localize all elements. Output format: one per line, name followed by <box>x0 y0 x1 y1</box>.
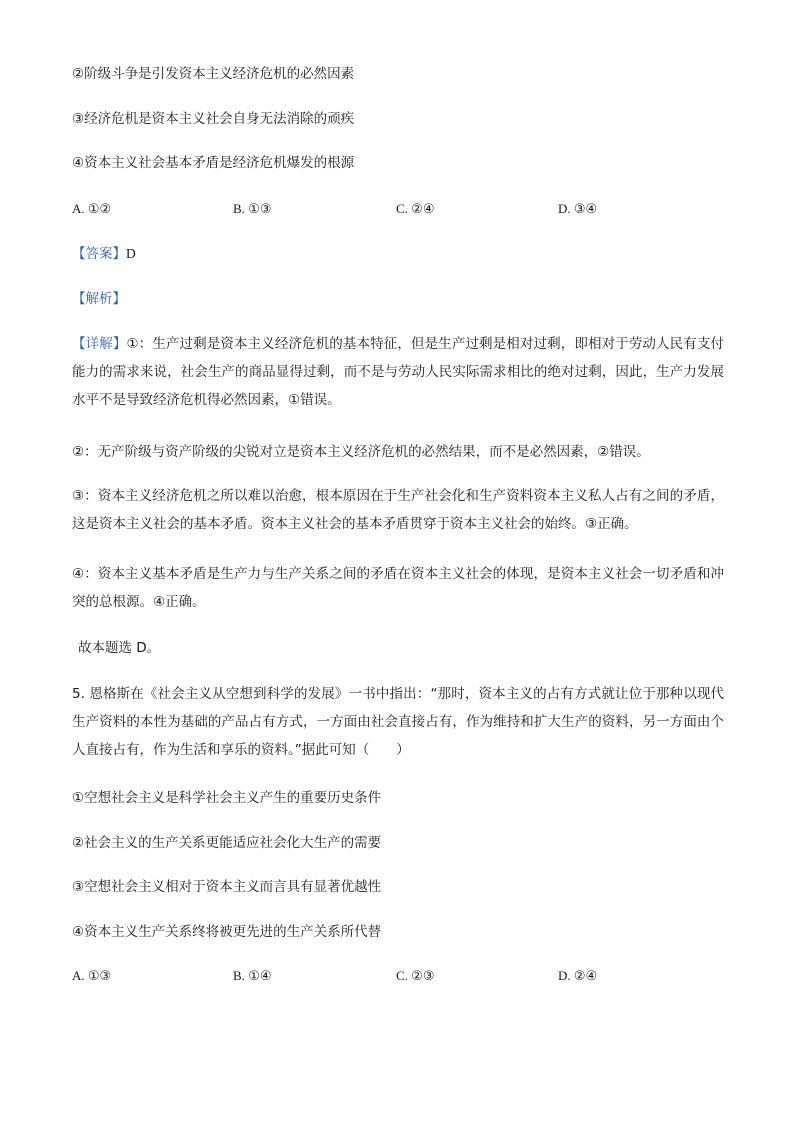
q5-choice-a: A. ①③ <box>72 968 112 983</box>
q4-choice-d: D. ③④ <box>558 201 598 216</box>
detail-tag: 【详解】 <box>72 336 127 352</box>
q5-stem: 5. 恩格斯在《社会主义从空想到科学的发展》一书中指出：“那时，资本主义的占有方式就让位于那种以现代生产资料的本性为基础的产品占有方式，一方面由社会直接占有，作为维持和扩大生产的资料，另一方面由个人直接占有，作为生活和享乐的资料。”据此可知（ ） <box>72 686 724 758</box>
answer-value: D <box>126 246 136 261</box>
q4-detail-4: ④：资本主义基本矛盾是生产力与生产关系之间的矛盾在资本主义社会的体现，是资本主义社会一切矛盾和冲突的总根源。④正确。 <box>72 566 724 610</box>
q5-statement-1: ①空想社会主义是科学社会主义产生的重要历史条件 <box>72 790 382 806</box>
q4-choice-c: C. ②④ <box>396 201 435 216</box>
q4-statement-4: ④资本主义社会基本矛盾是经济危机爆发的根源 <box>72 155 355 171</box>
q5-statement-2: ②社会主义的生产关系更能适应社会化大生产的需要 <box>72 835 382 851</box>
q4-statement-3: ③经济危机是资本主义社会自身无法消除的顽疾 <box>72 111 355 127</box>
q5-choices <box>72 966 724 986</box>
q5-statement-3: ③空想社会主义相对于资本主义而言具有显著优越性 <box>72 879 382 895</box>
q4-statement-2: ②阶级斗争是引发资本主义经济危机的必然因素 <box>72 66 355 82</box>
q5-statement-4: ④资本主义生产关系终将被更先进的生产关系所代替 <box>72 924 382 940</box>
answer-tag: 【答案】 <box>72 246 126 262</box>
detail-1-text: ①：生产过剩是资本主义经济危机的基本特征，但是生产过剩是相对过剩，即相对于劳动人民有支付能力的需求来说，社会生产的商品显得过剩，而不是与劳动人民实际需求相比的绝对过剩，因此，生产力发展水平不是导致经济危机得必然因素，①错误。 <box>72 336 725 408</box>
q4-choice-a: A. ①② <box>72 201 112 216</box>
q5-choice-d: D. ②④ <box>558 968 598 983</box>
q4-detail-1 <box>72 330 724 414</box>
q4-answer <box>72 244 136 264</box>
q4-detail-2: ②：无产阶级与资产阶级的尖锐对立是资本主义经济危机的必然结果，而不是必然因素，②错误。 <box>72 444 650 460</box>
q4-conclusion: 故本题选 D。 <box>78 640 161 656</box>
q4-choices <box>72 199 724 219</box>
analysis-tag: 【解析】 <box>72 291 126 307</box>
q4-choice-b: B. ①③ <box>233 201 272 216</box>
q5-choice-c: C. ②③ <box>396 968 435 983</box>
q5-choice-b: B. ①④ <box>233 968 272 983</box>
q4-analysis-heading <box>72 289 126 309</box>
q4-detail-3: ③：资本主义经济危机之所以难以治愈，根本原因在于生产社会化和生产资料资本主义私人占有之间的矛盾，这是资本主义社会的基本矛盾。资本主义社会的基本矛盾贯穿于资本主义社会的始终。③正确。 <box>72 488 724 532</box>
